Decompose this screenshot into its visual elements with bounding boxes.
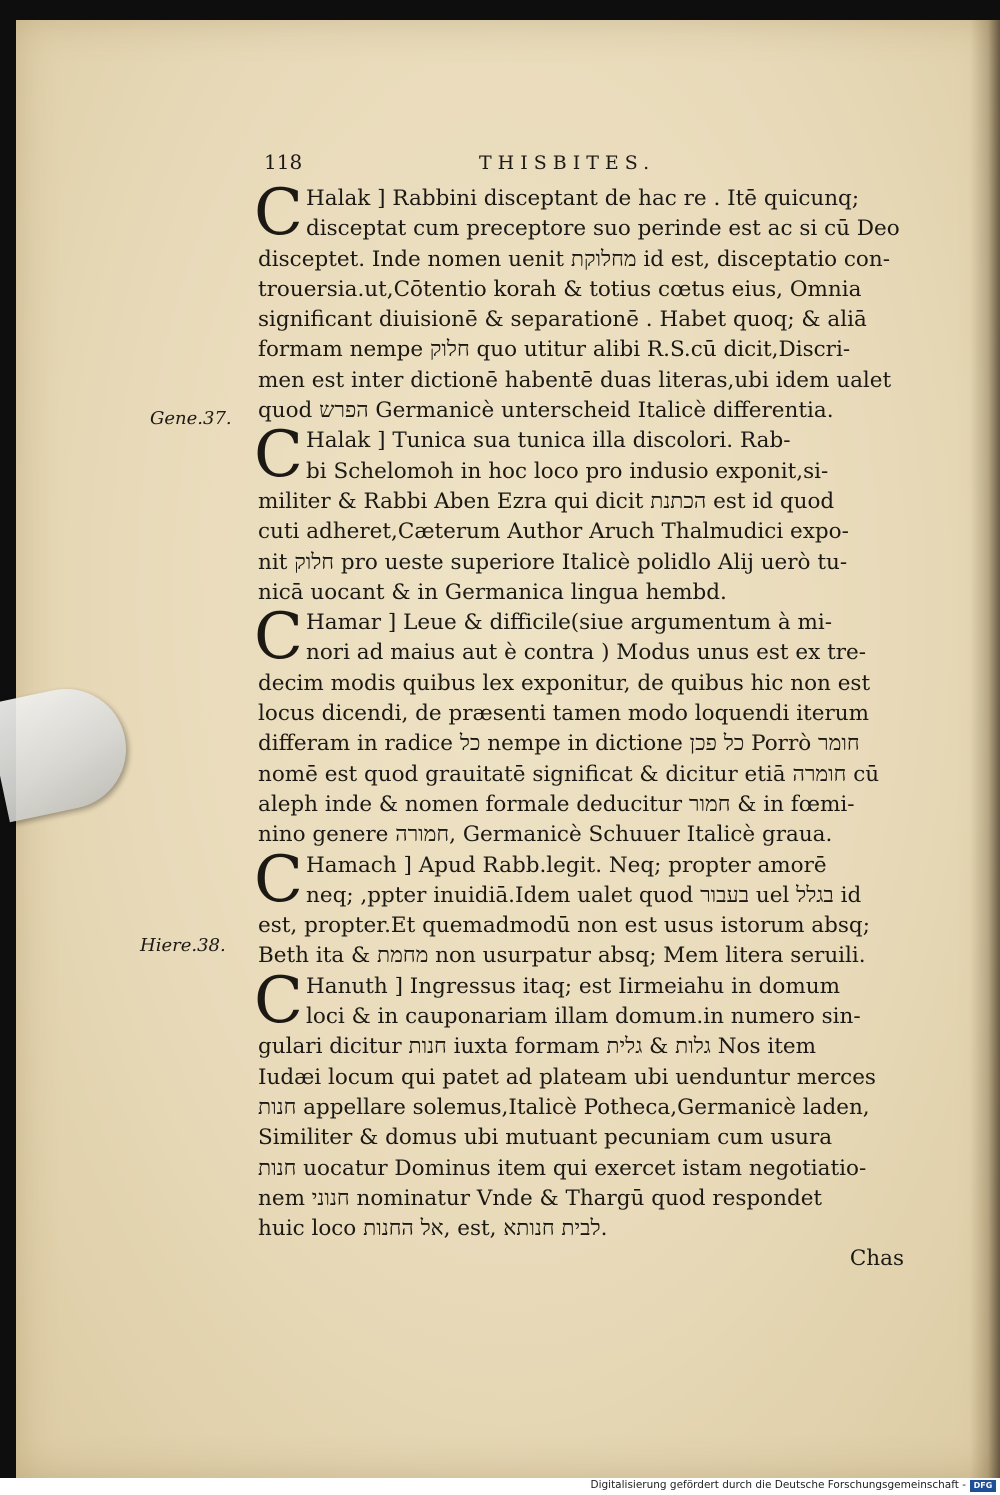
catchword: Chas	[849, 1246, 904, 1272]
drop-cap: C	[254, 963, 303, 1038]
text-line: loci & in cauponariam illam domum.in numero sin-	[306, 1004, 861, 1030]
entry-chalak-2	[254, 418, 908, 608]
margin-note-hiere: Hiere.38.	[140, 935, 226, 956]
text-line: bi Schelomoh in hoc loco pro indusio exponit,si-	[306, 458, 829, 484]
text-line: significant diuisionē & separationē . Habet quoq; & aliā	[258, 307, 867, 333]
text-line: locus dicendi, de præsenti tamen modo loquendi iterum	[258, 701, 870, 727]
text-line: cuti adheret,Cæterum Author Aruch Thalmudici expo-	[258, 519, 849, 545]
text-line: quod הפרש Germanicè unterscheid Italicè differentia.	[258, 398, 834, 424]
text-line: nit חלוק pro ueste superiore Italicè polidlo Alij uerò tu-	[258, 549, 848, 575]
footer-bar	[0, 1478, 1000, 1495]
text-line: Hamar ] Leue & difficile(siue argumentum à mi-	[306, 610, 833, 636]
text-line: differam in radice כל nempe in dictione כל פכן Porrò חומר	[258, 731, 860, 757]
text-line: nicā uocant & in Germanica lingua hembd.	[258, 579, 727, 605]
entry-chamar	[254, 600, 908, 850]
text-line: decim modis quibus lex exponitur, de quibus hic non est	[258, 670, 871, 696]
text-line: est, propter.Et quemadmodū non est usus istorum absq;	[258, 913, 870, 939]
text-line: formam nempe חלוק quo utitur alibi R.S.cū dicit,Discri-	[258, 337, 851, 363]
text-line: men est inter dictionē habentē duas literas,ubi idem ualet	[258, 367, 892, 393]
page-gutter-shadow	[970, 20, 1000, 1478]
text-line: Hamach ] Apud Rabb.legit. Neq; propter amorē	[306, 852, 827, 878]
text-line: huic loco אל החנות, est, לבית חנותא.	[258, 1216, 608, 1242]
dfg-logo: DFG	[970, 1480, 996, 1492]
entry-chalak-1	[254, 176, 908, 426]
text-line: Similiter & domus ubi mutuant pecuniam cum usura	[258, 1125, 833, 1151]
text-line: aleph inde & nomen formale deducitur חמור & in fœmi-	[258, 791, 855, 817]
drop-cap: C	[254, 600, 303, 675]
text-line: disceptat cum preceptore suo perinde est ac si cū Deo	[306, 216, 900, 242]
text-line: neq; ,ppter inuidiā.Idem ualet quod בעבור uel בגלל id	[306, 882, 862, 908]
body-text	[254, 176, 908, 1275]
text-line: nomē est quod grauitatē significat & dicitur etiā חומרה cū	[258, 761, 880, 787]
text-line: חנות uocatur Dominus item qui exercet istam negotiatio-	[258, 1155, 867, 1181]
text-line: nem חנוני nominatur Vnde & Thargū quod respondet	[258, 1185, 823, 1211]
footer-credit: Digitalisierung gefördert durch die Deutsche Forschungsgemeinschaft -	[590, 1479, 966, 1491]
text-line: gulari dicitur חנות iuxta formam גלות & גלית Nos item	[258, 1034, 816, 1060]
folio-number: 118	[264, 150, 303, 174]
running-head: THISBITES.	[479, 152, 656, 174]
text-line: disceptet. Inde nomen uenit מחלוקת id est, disceptatio con-	[258, 246, 890, 272]
text-line: Halak ] Tunica sua tunica illa discolori. Rab-	[306, 428, 791, 454]
text-line: Hanuth ] Ingressus itaq; est Iirmeiahu in domum	[306, 973, 840, 999]
text-line: militer & Rabbi Aben Ezra qui dicit הכתנת est id quod	[258, 488, 835, 514]
text-line: Iudæi locum qui patet ad plateam ubi uenduntur merces	[258, 1064, 876, 1090]
entry-chamach	[254, 842, 908, 972]
drop-cap: C	[254, 842, 303, 917]
text-line: Beth ita & מחמת non usurpatur absq; Mem litera seruili.	[258, 943, 866, 969]
text-line: nino genere חמורה, Germanicè Schuuer Italicè graua.	[258, 822, 833, 848]
margin-note-gene: Gene.37.	[150, 408, 232, 429]
entry-chanuth	[254, 963, 908, 1245]
drop-cap: C	[254, 176, 303, 250]
text-line: Halak ] Rabbini disceptant de hac re . Itē quicunq;	[306, 186, 860, 211]
drop-cap: C	[254, 418, 303, 493]
text-line: nori ad maius aut è contra ) Modus unus est ex tre-	[306, 640, 866, 666]
page-header	[264, 150, 904, 180]
text-line: trouersia.ut,Cōtentio korah & totius cœtus eius, Omnia	[258, 276, 862, 302]
text-line: חנות appellare solemus,Italicè Potheca,Germanicè laden,	[258, 1094, 870, 1120]
